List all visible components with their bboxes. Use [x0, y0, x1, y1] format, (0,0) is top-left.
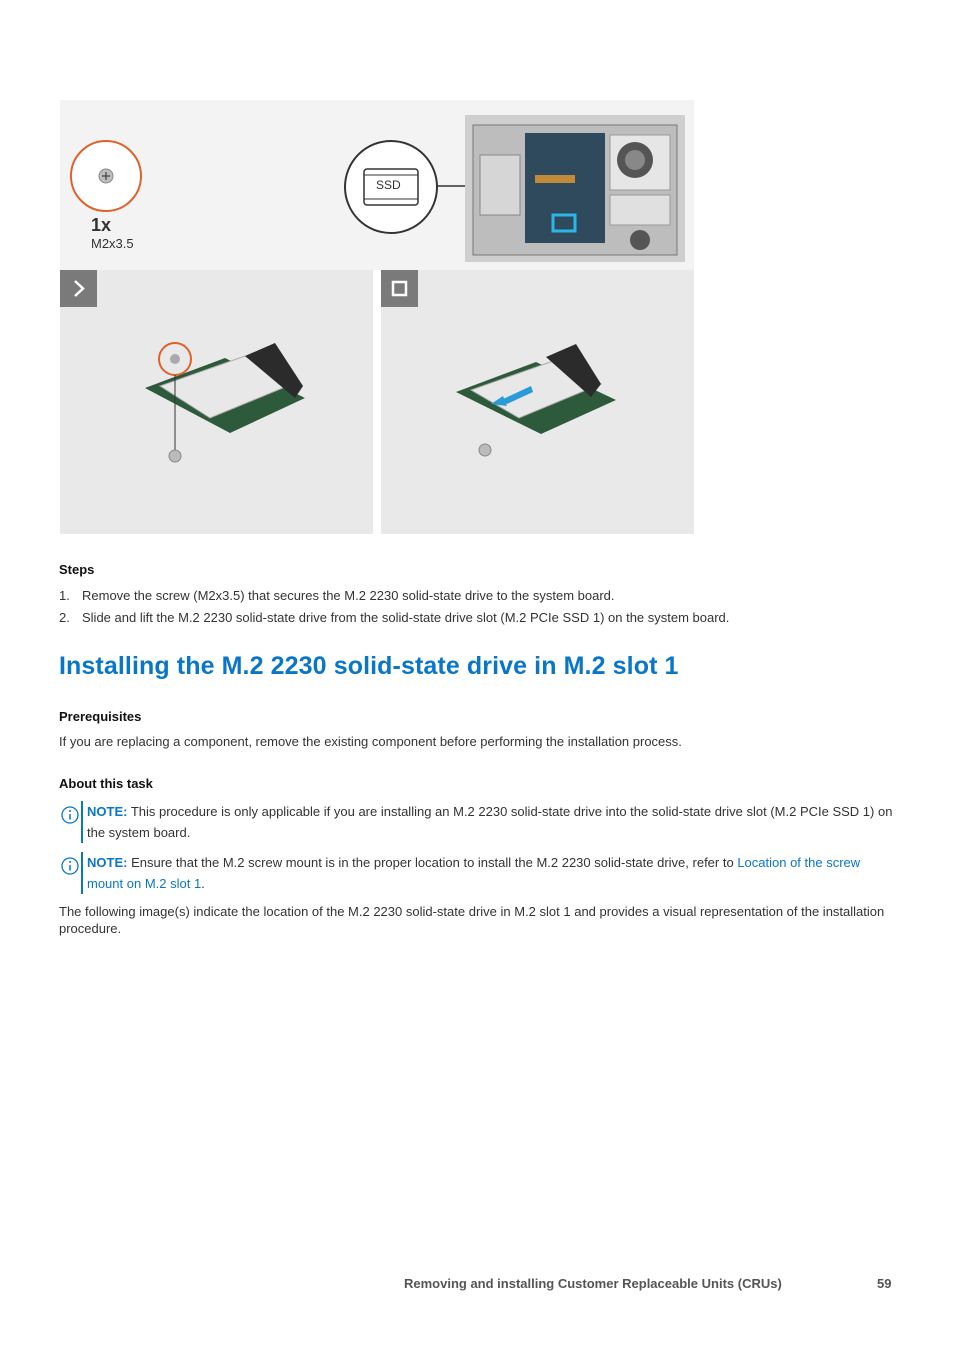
about-task-heading: About this task: [59, 776, 153, 791]
system-board-overview: [465, 115, 685, 262]
page-number: 59: [877, 1276, 892, 1291]
screw-mount-location-link[interactable]: Location of the screw mount on M.2 slot 1: [87, 855, 861, 891]
step-panel-remove-screw: [60, 270, 373, 534]
step-number: 1.: [59, 588, 70, 603]
ssd-label: SSD: [376, 178, 401, 192]
screw-icon: [72, 142, 140, 210]
ssd-with-screw-drawing: [135, 338, 315, 468]
step-item: [59, 588, 615, 603]
ssd-slide-drawing: [451, 342, 631, 462]
screw-size: M2x3.5: [91, 236, 134, 251]
note-text: This procedure is only applicable if you are installing an M.2 2230 solid-state drive into the solid-state drive slot (M.2 PCIe SSD 1) on the system board.: [87, 804, 893, 840]
footer-section-title: Removing and installing Customer Replaceable Units (CRUs): [404, 1276, 782, 1291]
note-bar: [81, 852, 83, 894]
note-label: NOTE:: [87, 804, 128, 819]
note-screw-mount: [59, 852, 899, 894]
section-title: Installing the M.2 2230 solid-state drive in M.2 slot 1: [59, 652, 679, 680]
note-text: Ensure that the M.2 screw mount is in the proper location to install the M.2 2230 solid-state drive, refer to: [127, 855, 738, 870]
note-applicability: [59, 801, 899, 843]
images-description: The following image(s) indicate the location of the M.2 2230 solid-state drive in M.2 slot 1 and provides a visual representation of the installation procedure.: [59, 904, 885, 936]
note-text-end: .: [201, 876, 205, 891]
step-text: Slide and lift the M.2 2230 solid-state drive from the solid-state drive slot (M.2 PCIe SSD 1) on the system board.: [82, 610, 730, 625]
screw-callout: [70, 140, 142, 212]
step-item: [59, 610, 729, 625]
steps-heading: Steps: [59, 562, 95, 577]
step-number: 2.: [59, 610, 70, 625]
prerequisites-heading: Prerequisites: [59, 709, 142, 724]
removal-illustration: [60, 100, 694, 534]
info-icon: [61, 857, 79, 875]
prerequisites-text: If you are replacing a component, remove the existing component before performing the installation process.: [59, 734, 682, 749]
step-text: Remove the screw (M2x3.5) that secures the M.2 2230 solid-state drive to the system board.: [82, 588, 615, 603]
final-step-icon: [381, 270, 418, 307]
info-icon: [61, 806, 79, 824]
note-label: NOTE:: [87, 855, 128, 870]
note-bar: [81, 801, 83, 843]
next-step-icon: [60, 270, 97, 307]
step-panel-slide-out: [381, 270, 694, 534]
screw-quantity: 1x: [91, 215, 112, 235]
